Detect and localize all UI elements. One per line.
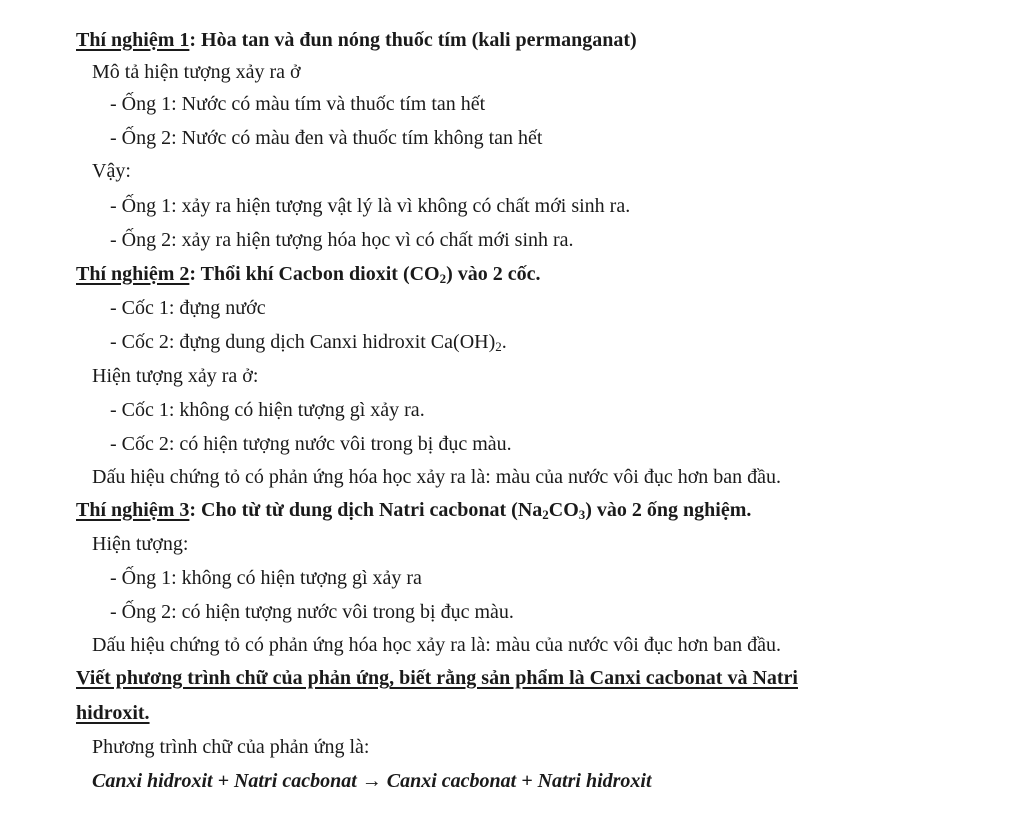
exp3-title-text-mid: CO [548,499,579,521]
exp3-title-text-post: ) vào 2 ống nghiệm. [585,499,752,521]
exp2-cup-2 [110,328,507,356]
exp1-heading [76,26,637,54]
exp3-phenomenon-intro: Hiện tượng: [92,533,189,555]
exp1-conclusion-2: - Ống 2: xảy ra hiện tượng hóa học vì có chất mới sinh ra. [110,229,574,251]
equation-section-title-line-2: hidroxit. [76,702,150,724]
exp1-conclusion-intro: Vậy: [92,160,131,182]
exp2-cup-1: - Cốc 1: đựng nước [110,297,266,319]
equation-intro: Phương trình chữ của phản ứng là: [92,736,370,758]
exp3-result-2: - Ống 2: có hiện tượng nước vôi trong bị đục màu. [110,601,514,623]
exp3-title-label: Thí nghiệm 3 [76,499,190,521]
word-equation: Canxi hidroxit + Natri cacbonat → Canxi cacbonat + Natri hidroxit [92,770,652,792]
exp3-title-subscript-1: 2 [542,507,549,522]
exp2-phenomenon-intro: Hiện tượng xảy ra ở: [92,365,259,387]
exp1-conclusion-1: - Ống 1: xảy ra hiện tượng vật lý là vì không có chất mới sinh ra. [110,195,631,217]
exp2-title-subscript: 2 [439,271,447,286]
exp1-observation-2: - Ống 2: Nước có màu đen và thuốc tím không tan hết [110,127,543,149]
exp1-title-text: : Hòa tan và đun nóng thuốc tím (kali permanganat) [189,29,637,51]
exp2-sign: Dấu hiệu chứng tỏ có phản ứng hóa học xảy ra là: màu của nước vôi đục hơn ban đầu. [92,466,782,488]
exp1-observation-1: - Ống 1: Nước có màu tím và thuốc tím tan hết [110,93,486,115]
exp2-heading [76,260,541,288]
exp3-title-text-pre: : Cho từ từ dung dịch Natri cacbonat (Na [189,499,543,521]
exp2-title-text-post: ) vào 2 cốc. [446,263,541,285]
exp2-cup2-subscript: 2 [495,339,502,354]
exp2-result-1: - Cốc 1: không có hiện tượng gì xảy ra. [110,399,425,421]
exp2-cup2-text: - Cốc 2: đựng dung dịch Canxi hidroxit Ca(OH) [110,331,496,353]
exp1-title-label: Thí nghiệm 1 [76,29,190,51]
exp3-result-1: - Ống 1: không có hiện tượng gì xảy ra [110,567,422,589]
exp2-cup2-post: . [501,331,507,353]
exp3-heading [76,496,751,524]
exp2-title-text-pre: : Thổi khí Cacbon dioxit (CO [189,263,440,285]
exp1-desc-intro: Mô tả hiện tượng xảy ra ở [92,61,301,83]
exp2-result-2: - Cốc 2: có hiện tượng nước vôi trong bị đục màu. [110,433,512,455]
exp3-sign: Dấu hiệu chứng tỏ có phản ứng hóa học xảy ra là: màu của nước vôi đục hơn ban đầu. [92,634,782,656]
exp3-title-subscript-2: 3 [578,507,586,522]
equation-section-title-line-1: Viết phương trình chữ của phản ứng, biết rằng sản phẩm là Canxi cacbonat và Natri [76,667,798,689]
exp2-title-label: Thí nghiệm 2 [76,263,190,285]
